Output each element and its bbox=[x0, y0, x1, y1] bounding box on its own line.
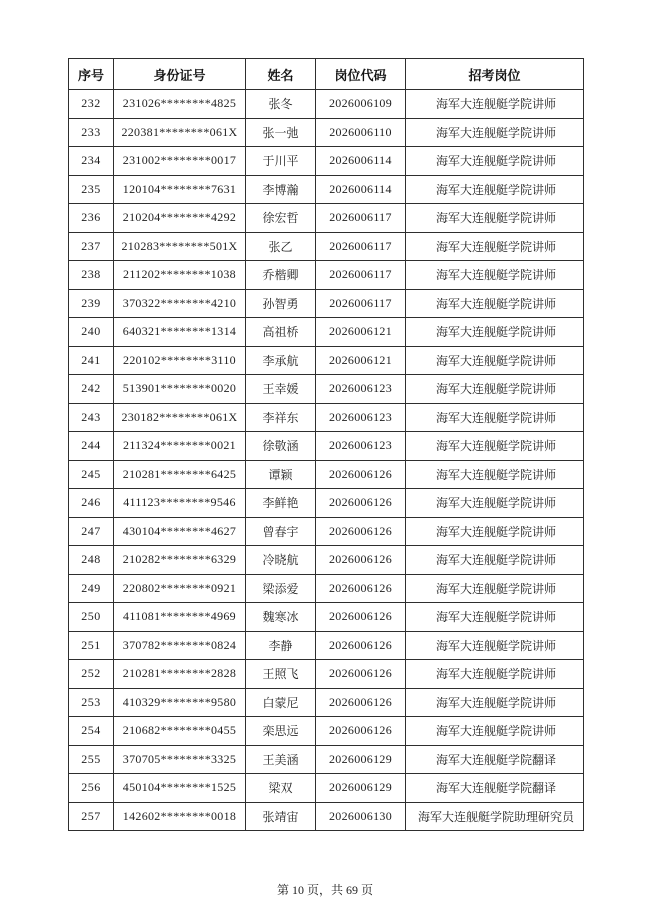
table-row bbox=[69, 147, 584, 176]
cell-id-number: 231002********0017 bbox=[114, 147, 246, 176]
table-row bbox=[69, 631, 584, 660]
cell-serial: 253 bbox=[69, 688, 114, 717]
cell-job-title: 海军大连舰艇学院讲师 bbox=[406, 660, 584, 689]
cell-serial: 247 bbox=[69, 517, 114, 546]
table-header-row bbox=[69, 59, 584, 90]
cell-job-title: 海军大连舰艇学院讲师 bbox=[406, 318, 584, 347]
table-row bbox=[69, 261, 584, 290]
cell-id-number: 220802********0921 bbox=[114, 574, 246, 603]
cell-name: 张冬 bbox=[246, 90, 316, 119]
cell-id-number: 411081********4969 bbox=[114, 603, 246, 632]
cell-id-number: 430104********4627 bbox=[114, 517, 246, 546]
cell-id-number: 370782********0824 bbox=[114, 631, 246, 660]
cell-id-number: 210281********2828 bbox=[114, 660, 246, 689]
cell-serial: 238 bbox=[69, 261, 114, 290]
cell-name: 魏寒冰 bbox=[246, 603, 316, 632]
cell-id-number: 210283********501X bbox=[114, 232, 246, 261]
cell-job-title: 海军大连舰艇学院讲师 bbox=[406, 460, 584, 489]
cell-job-code: 2026006126 bbox=[316, 660, 406, 689]
cell-name: 张一弛 bbox=[246, 118, 316, 147]
cell-serial: 246 bbox=[69, 489, 114, 518]
cell-job-code: 2026006126 bbox=[316, 688, 406, 717]
cell-job-title: 海军大连舰艇学院讲师 bbox=[406, 147, 584, 176]
table-row bbox=[69, 489, 584, 518]
cell-serial: 254 bbox=[69, 717, 114, 746]
table-row bbox=[69, 745, 584, 774]
table-row bbox=[69, 660, 584, 689]
table-row bbox=[69, 460, 584, 489]
cell-serial: 245 bbox=[69, 460, 114, 489]
cell-job-code: 2026006126 bbox=[316, 717, 406, 746]
cell-name: 李承航 bbox=[246, 346, 316, 375]
table-row bbox=[69, 289, 584, 318]
cell-name: 于川平 bbox=[246, 147, 316, 176]
cell-id-number: 220102********3110 bbox=[114, 346, 246, 375]
cell-serial: 252 bbox=[69, 660, 114, 689]
cell-name: 徐宏哲 bbox=[246, 204, 316, 233]
cell-serial: 257 bbox=[69, 802, 114, 831]
cell-id-number: 211202********1038 bbox=[114, 261, 246, 290]
table-row bbox=[69, 346, 584, 375]
cell-job-title: 海军大连舰艇学院讲师 bbox=[406, 574, 584, 603]
cell-id-number: 211324********0021 bbox=[114, 432, 246, 461]
cell-job-code: 2026006117 bbox=[316, 261, 406, 290]
cell-job-title: 海军大连舰艇学院讲师 bbox=[406, 403, 584, 432]
cell-job-title: 海军大连舰艇学院讲师 bbox=[406, 375, 584, 404]
cell-job-title: 海军大连舰艇学院讲师 bbox=[406, 489, 584, 518]
cell-job-code: 2026006117 bbox=[316, 289, 406, 318]
cell-name: 曾春宇 bbox=[246, 517, 316, 546]
cell-job-title: 海军大连舰艇学院讲师 bbox=[406, 175, 584, 204]
table-row bbox=[69, 546, 584, 575]
cell-name: 栾思远 bbox=[246, 717, 316, 746]
candidate-roster-table bbox=[68, 58, 584, 831]
cell-job-title: 海军大连舰艇学院讲师 bbox=[406, 432, 584, 461]
table-row bbox=[69, 688, 584, 717]
cell-serial: 235 bbox=[69, 175, 114, 204]
cell-job-title: 海军大连舰艇学院讲师 bbox=[406, 631, 584, 660]
cell-job-title: 海军大连舰艇学院讲师 bbox=[406, 603, 584, 632]
table-row bbox=[69, 574, 584, 603]
cell-id-number: 513901********0020 bbox=[114, 375, 246, 404]
cell-name: 高祖桥 bbox=[246, 318, 316, 347]
cell-id-number: 450104********1525 bbox=[114, 774, 246, 803]
cell-name: 乔楷卿 bbox=[246, 261, 316, 290]
table-row bbox=[69, 204, 584, 233]
cell-serial: 248 bbox=[69, 546, 114, 575]
cell-job-code: 2026006121 bbox=[316, 318, 406, 347]
table-row bbox=[69, 717, 584, 746]
cell-name: 冷晓航 bbox=[246, 546, 316, 575]
table-row bbox=[69, 603, 584, 632]
cell-job-title: 海军大连舰艇学院讲师 bbox=[406, 261, 584, 290]
table-row bbox=[69, 774, 584, 803]
cell-job-code: 2026006126 bbox=[316, 517, 406, 546]
col-header-id-number: 身份证号 bbox=[114, 59, 246, 90]
cell-name: 李鲜艳 bbox=[246, 489, 316, 518]
cell-serial: 232 bbox=[69, 90, 114, 119]
cell-id-number: 210204********4292 bbox=[114, 204, 246, 233]
cell-job-title: 海军大连舰艇学院讲师 bbox=[406, 118, 584, 147]
cell-serial: 244 bbox=[69, 432, 114, 461]
cell-job-title: 海军大连舰艇学院讲师 bbox=[406, 289, 584, 318]
cell-name: 李祥东 bbox=[246, 403, 316, 432]
cell-name: 李静 bbox=[246, 631, 316, 660]
cell-id-number: 210282********6329 bbox=[114, 546, 246, 575]
cell-serial: 251 bbox=[69, 631, 114, 660]
table-row bbox=[69, 232, 584, 261]
table-row bbox=[69, 90, 584, 119]
cell-name: 王幸媛 bbox=[246, 375, 316, 404]
cell-name: 王美涵 bbox=[246, 745, 316, 774]
cell-serial: 250 bbox=[69, 603, 114, 632]
cell-name: 张靖宙 bbox=[246, 802, 316, 831]
cell-serial: 236 bbox=[69, 204, 114, 233]
cell-name: 梁双 bbox=[246, 774, 316, 803]
cell-job-code: 2026006126 bbox=[316, 460, 406, 489]
cell-serial: 237 bbox=[69, 232, 114, 261]
cell-job-title: 海军大连舰艇学院讲师 bbox=[406, 90, 584, 119]
table-row bbox=[69, 802, 584, 831]
cell-id-number: 210281********6425 bbox=[114, 460, 246, 489]
cell-id-number: 142602********0018 bbox=[114, 802, 246, 831]
cell-name: 孙智勇 bbox=[246, 289, 316, 318]
page-footer bbox=[0, 881, 650, 898]
cell-name: 张乙 bbox=[246, 232, 316, 261]
cell-job-code: 2026006126 bbox=[316, 631, 406, 660]
cell-name: 徐敬涵 bbox=[246, 432, 316, 461]
cell-job-code: 2026006114 bbox=[316, 147, 406, 176]
col-header-name: 姓名 bbox=[246, 59, 316, 90]
cell-job-code: 2026006126 bbox=[316, 574, 406, 603]
cell-job-title: 海军大连舰艇学院翻译 bbox=[406, 774, 584, 803]
cell-job-title: 海军大连舰艇学院讲师 bbox=[406, 688, 584, 717]
cell-serial: 240 bbox=[69, 318, 114, 347]
cell-job-title: 海军大连舰艇学院讲师 bbox=[406, 346, 584, 375]
cell-serial: 239 bbox=[69, 289, 114, 318]
cell-serial: 249 bbox=[69, 574, 114, 603]
cell-id-number: 411123********9546 bbox=[114, 489, 246, 518]
cell-job-title: 海军大连舰艇学院讲师 bbox=[406, 204, 584, 233]
table-row bbox=[69, 175, 584, 204]
cell-serial: 255 bbox=[69, 745, 114, 774]
cell-name: 李博瀚 bbox=[246, 175, 316, 204]
page-indicator: 第 10 页，共 69 页 bbox=[276, 883, 373, 897]
cell-job-code: 2026006126 bbox=[316, 489, 406, 518]
table-row bbox=[69, 318, 584, 347]
cell-serial: 256 bbox=[69, 774, 114, 803]
table-row bbox=[69, 432, 584, 461]
cell-job-title: 海军大连舰艇学院助理研究员 bbox=[406, 802, 584, 831]
cell-job-code: 2026006109 bbox=[316, 90, 406, 119]
cell-job-title: 海军大连舰艇学院讲师 bbox=[406, 546, 584, 575]
cell-job-code: 2026006110 bbox=[316, 118, 406, 147]
cell-id-number: 410329********9580 bbox=[114, 688, 246, 717]
cell-job-code: 2026006126 bbox=[316, 546, 406, 575]
cell-id-number: 640321********1314 bbox=[114, 318, 246, 347]
cell-job-code: 2026006129 bbox=[316, 745, 406, 774]
cell-job-code: 2026006123 bbox=[316, 375, 406, 404]
cell-serial: 242 bbox=[69, 375, 114, 404]
cell-serial: 233 bbox=[69, 118, 114, 147]
cell-job-code: 2026006117 bbox=[316, 204, 406, 233]
cell-job-title: 海军大连舰艇学院讲师 bbox=[406, 717, 584, 746]
cell-job-code: 2026006130 bbox=[316, 802, 406, 831]
table-row bbox=[69, 118, 584, 147]
cell-job-code: 2026006126 bbox=[316, 603, 406, 632]
cell-job-code: 2026006129 bbox=[316, 774, 406, 803]
table-row bbox=[69, 517, 584, 546]
table-row bbox=[69, 375, 584, 404]
cell-job-code: 2026006123 bbox=[316, 432, 406, 461]
cell-serial: 243 bbox=[69, 403, 114, 432]
cell-id-number: 220381********061X bbox=[114, 118, 246, 147]
table-body bbox=[69, 90, 584, 831]
cell-id-number: 210682********0455 bbox=[114, 717, 246, 746]
cell-name: 白蒙尼 bbox=[246, 688, 316, 717]
cell-serial: 234 bbox=[69, 147, 114, 176]
cell-job-code: 2026006114 bbox=[316, 175, 406, 204]
cell-id-number: 230182********061X bbox=[114, 403, 246, 432]
cell-job-code: 2026006121 bbox=[316, 346, 406, 375]
cell-name: 梁添爱 bbox=[246, 574, 316, 603]
cell-id-number: 370705********3325 bbox=[114, 745, 246, 774]
col-header-job-code: 岗位代码 bbox=[316, 59, 406, 90]
cell-serial: 241 bbox=[69, 346, 114, 375]
cell-job-title: 海军大连舰艇学院讲师 bbox=[406, 517, 584, 546]
cell-name: 谭颖 bbox=[246, 460, 316, 489]
cell-id-number: 370322********4210 bbox=[114, 289, 246, 318]
table-row bbox=[69, 403, 584, 432]
col-header-serial: 序号 bbox=[69, 59, 114, 90]
cell-job-code: 2026006123 bbox=[316, 403, 406, 432]
cell-name: 王照飞 bbox=[246, 660, 316, 689]
cell-job-title: 海军大连舰艇学院翻译 bbox=[406, 745, 584, 774]
cell-id-number: 231026********4825 bbox=[114, 90, 246, 119]
cell-job-code: 2026006117 bbox=[316, 232, 406, 261]
col-header-job-title: 招考岗位 bbox=[406, 59, 584, 90]
cell-job-title: 海军大连舰艇学院讲师 bbox=[406, 232, 584, 261]
cell-id-number: 120104********7631 bbox=[114, 175, 246, 204]
